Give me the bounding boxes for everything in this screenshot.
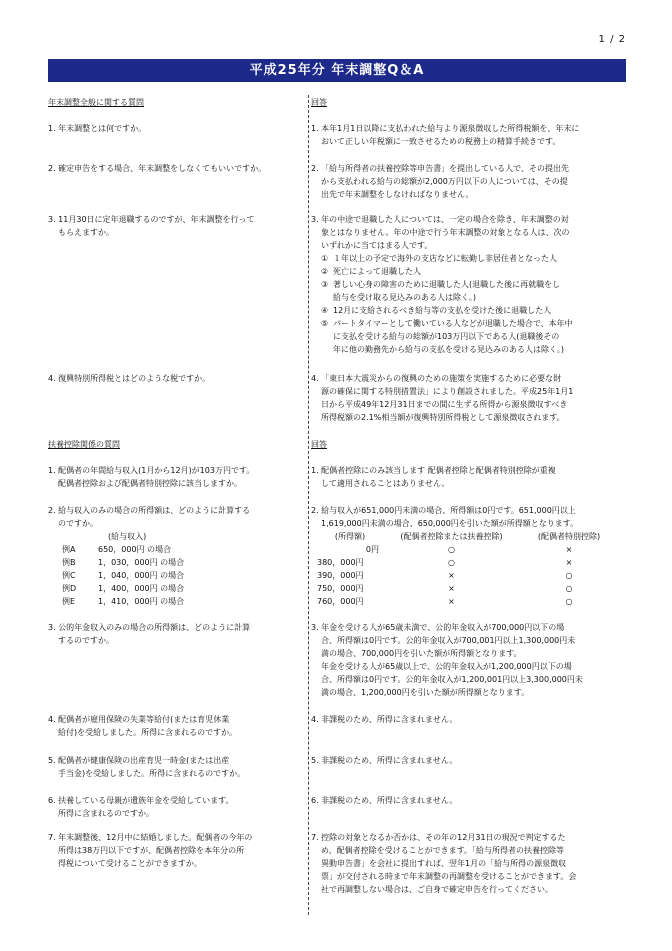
dependent-answer-5: 5. 非課税のため、所得に含まれません。 [311,756,458,765]
deduction-table-row: 760，000円 × ○ [317,597,573,606]
example-row-a: 例A 650，000円 の場合 [62,545,172,554]
page-number: 1 / 2 [598,34,626,45]
deduction-table-header: (所得額) (配偶者控除または扶養控除) (配偶者特別控除) [334,532,601,541]
section1-question-header: 年末調整全般に関する質問 [48,98,144,107]
page-title: 平成25年分 年末調整Q＆A [48,59,626,82]
condition-1: ① １年以上の予定で海外の支店などに転勤し非居住者となった人 [321,254,557,263]
dependent-answer-7: 7. 控除の対象となるか否かは、その年の12月31日の現況で判定するた め、配偶者控除を受けることができます。「給与所得者の扶養控除等 異動申告書」を会社に提出すれば、翌年1月の「給与所得の源泉徴収 票」が交付される時まで年末調整の再調整を受けることができます。会 社で再調整しない場合は、ご自身で確定申告を行ってください。 [311,833,577,894]
dependent-answer-1: 1. 配偶者控除にのみ該当します 配偶者控除と配偶者特別控除が重複 して適用されることはありません。 [311,466,556,488]
dependent-question-6: 6. 扶養している母親が遺族年金を受給しています。 所得に含まれるのですか。 [48,796,234,818]
condition-2: ② 死亡によって退職した人 [321,267,421,276]
question-4: 4. 復興特別所得税とはどのような税ですか。 [48,374,211,383]
condition-5: ⑤ パートタイマーとして働いている人などが退職した場合で、本年中 に支払を受ける給与の総額が103万円以下である人(退職後その 年に他の勤務先から給与の支払を受ける見込みのある人は除く。) [321,319,573,354]
section2-answer-header: 回答 [311,440,327,449]
deduction-table-row: 750，000円 × ○ [317,584,573,593]
section2-question-header: 扶養控除関係の質問 [48,440,120,449]
condition-3: ③ 著しい心身の障害のために退職した人(退職した後に再就職をし 給与を受け取る見込みのある人は除く。) [321,280,561,302]
dependent-question-1: 1. 配偶者の年間給与収入(1月から12月)が103万円です。 配偶者控除および配偶者特別控除に該当しますか。 [48,466,255,488]
dependent-question-3: 3. 公的年金収入のみの場合の所得額は、どのように計算 するのですか。 [48,623,251,645]
example-row-d: 例D 1，400，000円 の場合 [62,584,185,593]
example-row-c: 例C 1，040，000円 の場合 [62,571,185,580]
answer-2: 2. 「給与所得者の扶養控除等申告書」を提出している人で、その提出先 から支払われる給与の総額が2,000万円以下の人については、その提 出先で年末調整をしなければなりません。 [311,164,570,199]
section1-answer-header: 回答 [311,98,327,107]
answer-1: 1. 本年1月1日以降に支払われた給与より源泉徴収した所得税額を、年末に おいて正しい年税額に一致させるための税務上の精算手続きです。 [311,124,580,146]
deduction-table-row: 0円 ○ × [365,545,573,554]
dependent-question-4: 4. 配偶者が雇用保険の失業等給付(または育児休業 給付)を受給しました。所得に含まれるのですか。 [48,715,238,737]
dependent-answer-4: 4. 非課税のため、所得に含まれません。 [311,715,458,724]
dependent-question-2: 2. 給与収入のみの場合の所得額は、どのように計算する のですか。 (給与収入) 例A 650，000円 の場合 例B 1，030，000円 の場合 例C 1，040，000円 の場合 例D 1，400，000円 の場合 例E 1，410，000円 の場合 [48,504,302,608]
answer-4: 4. 「東日本大震災からの復興のための施策を実施するために必要な財 源の確保に関する特別措置法」により創設されました。平成25年1月1 日から平成49年12月31日までの間に生ずる所得から源泉徴収すべき 所得税額の2.1%相当額が復興特別所得税として源泉徴収されます。 [311,374,574,422]
dependent-answer-3: 3. 年金を受ける人が65歳未満で、公的年金収入が700,000円以下の場 合、所得額は0円です。公的年金収入が700,001円以上1,300,000円未 満の場合、700,000円を引いた額が所得額となります。 年金を受ける人が65歳以上で、公的年金収入が1,200,000円以下の場 合、所得額は0円です。公的年金収入が1,200,001円以上3,300,000円未 満の場合、1,200,000円を引いた額が所得額となります。 [311,623,583,697]
deduction-table-row: 380，000円 ○ × [317,558,573,567]
dependent-question-5: 5. 配偶者が健康保険の出産育児一時金(または出産 手当金)を受給しました。所得に含まれるのですか。 [48,756,246,778]
example-row-e: 例E 1，410，000円 の場合 [62,597,185,606]
question-2: 2. 確定申告をする場合、年末調整をしなくてもいいですか。 [48,164,267,173]
answer-3: 3. 年の中途で退職した人については、一定の場合を除き、年末調整の対 象とはなりません。年の中途で行う年末調整の対象となる人は、次の いずれかに当てはまる人です。 ① １年以上の予定で海外の支店などに転勤し非居住者となった人 ② 死亡によって退職した人 ③ 著しい心身の障害のために退職した人(退職した後に再就職をし 給与を受け取る見込みのある人は除く。) ④ 12月に支給されるべき給与等の支払を受けた後に退職した人 ⑤ パートタイマーとして働いている人などが退職した場合で、本年中 に支払を受ける給与の総額が103万円以下である人(退職後その 年に他の勤務先から給与の支払を受ける見込みのある人は除く。) [311,213,626,356]
answer-3-conditions [311,252,626,356]
question-3: 3. 11月30日に定年退職するのですが、年末調整を行って もらえますか。 [48,215,255,237]
dependent-answer-2: 2. 給与収入が651,000円未満の場合、所得額は0円です。651,000円以上 1,619,000円未満の場合、650,000円を引いた額が所得額となります。 (所得額) (配偶者控除または扶養控除) (配偶者特別控除) 0円 ○ × 380，000円 ○ × 390，000円 × ○ 750，000円 × ○ 760，000円 × ○ [311,504,626,608]
question-1: 1. 年末調整とは何ですか。 [48,124,147,133]
dependent-answer-6: 6. 非課税のため、所得に含まれません。 [311,796,458,805]
condition-4: ④ 12月に支給されるべき給与等の支払を受けた後に退職した人 [321,306,552,315]
deduction-table-row: 390，000円 × ○ [317,571,573,580]
example-row-b: 例B 1，030，000円 の場合 [62,558,185,567]
dependent-question-7: 7. 年末調整後、12月中に結婚しました。配偶者の今年の 所得は38万円以下ですが、配偶者控除を本年分の所 得税について受けることができますか。 [48,833,253,868]
column-divider [308,95,309,915]
